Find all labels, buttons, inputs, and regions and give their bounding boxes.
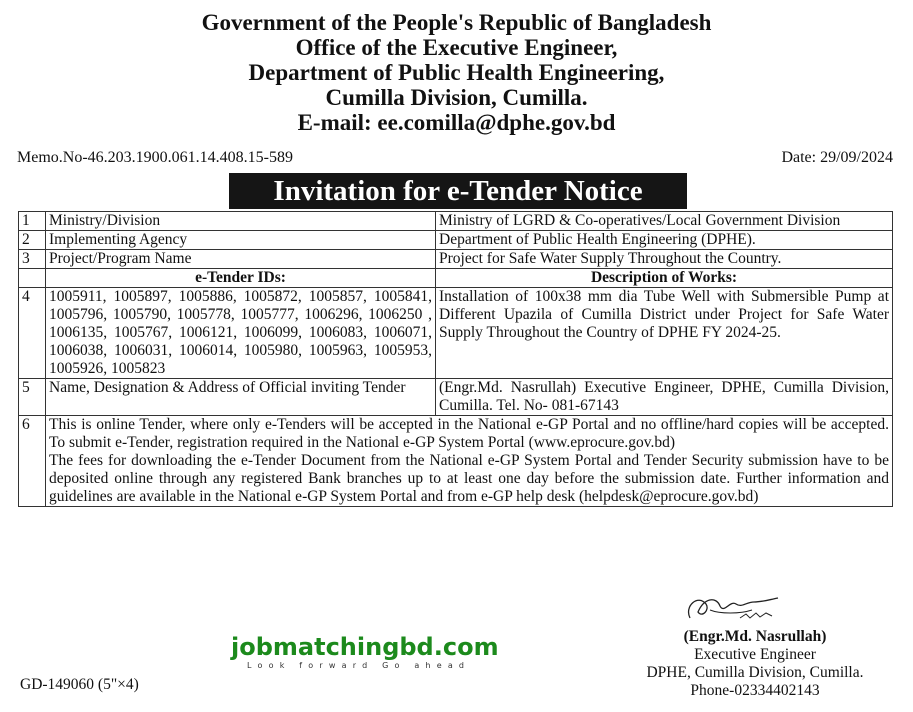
handwritten-signature [680,588,790,630]
works-description: Installation of 100x38 mm dia Tube Well with Submersible Pump at Different Upazila of Cumilla District under Project for Safe Water Supply Throughout the Country of DPHE FY 2024-25. [436,288,893,379]
memo-row [17,149,893,167]
row-number: 1 [19,212,46,231]
letterhead [0,10,913,135]
row-number: 6 [19,416,46,507]
table-row [19,212,893,231]
notice-title: Invitation for e-Tender Notice [229,173,687,209]
row-number: 3 [19,250,46,269]
signatory-designation: Executive Engineer [694,646,816,663]
division-name: Cumilla Division, Cumilla. [325,85,588,110]
row-value: Ministry of LGRD & Co-operatives/Local Government Division [436,212,893,231]
memo-date: Date: 29/09/2024 [781,149,893,166]
tender-ids-list: 1005911, 1005897, 1005886, 1005872, 1005857, 1005841, 1005796, 1005790, 1005778, 1005777, 1006296, 1006250 , 1006135, 1005767, 1006121, 1006099, 1006083, 1006071, 1006038, 1006031, 1006014, 1005980, 1005963, 1005953, 1005926, 1005823 [46,288,436,379]
gd-number: GD-149060 (5"×4) [20,676,139,693]
row-label: Name, Designation & Address of Official inviting Tender [46,379,436,416]
department-name: Department of Public Health Engineering, [248,60,665,85]
office-name: Office of the Executive Engineer, [295,35,618,60]
government-name: Government of the People's Republic of Bangladesh [201,10,712,35]
table-row [19,231,893,250]
memo-number: Memo.No-46.203.1900.061.14.408.15-589 [17,149,293,166]
tender-table [18,211,893,507]
signatory-block [600,628,910,700]
watermark-tagline: Look forward Go ahead [247,661,471,670]
row-number: 4 [19,288,46,379]
signatory-office: DPHE, Cumilla Division, Cumilla. [646,664,864,681]
row-value: Department of Public Health Engineering (DPHE). [436,231,893,250]
table-subheader-row [19,269,893,288]
signatory-phone: Phone-02334402143 [690,682,820,699]
tender-instructions [46,416,893,507]
row-number: 5 [19,379,46,416]
instructions-paragraph: This is online Tender, where only e-Tenders will be accepted in the National e-GP Portal and no offline/hard copies will be accepted. To submit e-Tender, registration required in the National e-GP System Portal (www.eprocure.gov.bd) [49,416,889,451]
table-row [19,379,893,416]
table-row [19,288,893,379]
row-value: Project for Safe Water Supply Throughout the Country. [436,250,893,269]
row-label: Implementing Agency [46,231,436,250]
tender-ids-header: e-Tender IDs: [46,269,436,288]
table-row [19,250,893,269]
table-row [19,416,893,507]
row-label: Ministry/Division [46,212,436,231]
row-label: Project/Program Name [46,250,436,269]
office-email: E-mail: ee.comilla@dphe.gov.bd [297,110,616,135]
signatory-name: (Engr.Md. Nasrullah) [683,628,827,645]
official-details: (Engr.Md. Nasrullah) Executive Engineer, DPHE, Cumilla Division, Cumilla. Tel. No- 081-67143 [436,379,893,416]
description-header: Description of Works: [436,269,893,288]
watermark-text: jobmatchingbd.com [231,633,499,661]
instructions-paragraph: The fees for downloading the e-Tender Document from the National e-GP System Portal and Tender Security submission have to be deposited online through any registered Bank branches up to at least one day before the submission date. Further information and guidelines are available in the National e-GP System Portal and from e-GP help desk (helpdesk@eprocure.gov.bd) [49,452,889,505]
jobmatchingbd-watermark [231,633,511,673]
row-number: 2 [19,231,46,250]
